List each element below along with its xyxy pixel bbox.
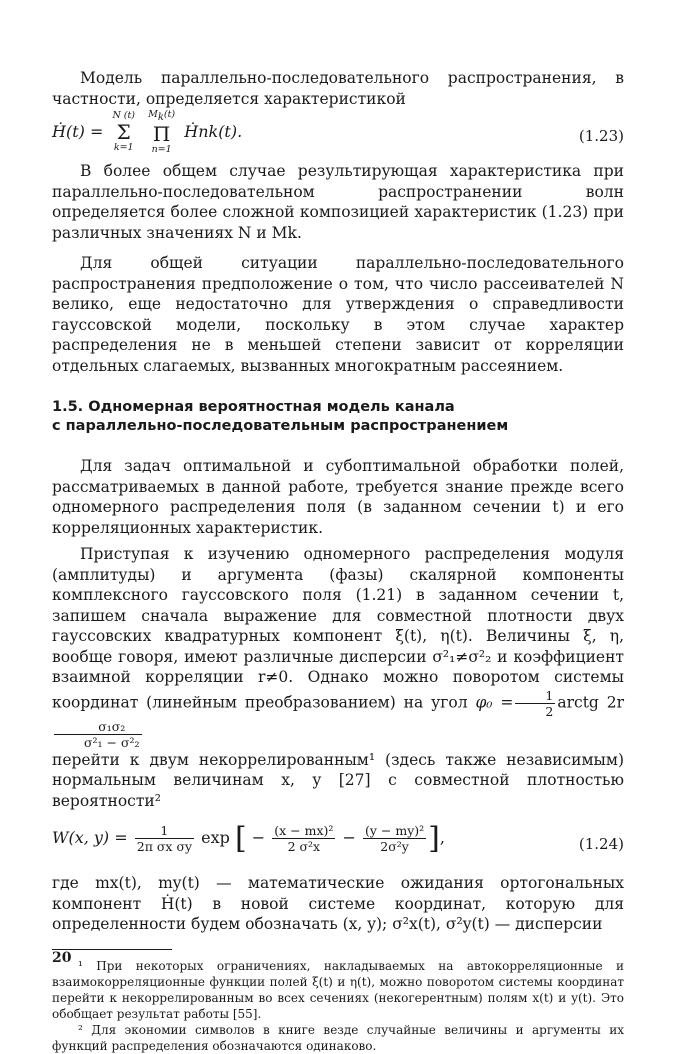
footnote-1: ¹ При некоторых ограничениях, накладываемых на автокорреляционные и взаимокорреляционные функции полей ξ(t) и η(t), можно поворотом системы координат перейти к некоррелированным во всех сечениях (некогерентным) полям x(t) и y(t). Это обобщает результат работы [55]. [52,958,624,1021]
eq123-sum [112,110,135,154]
paragraph-general-situation: Для общей ситуации параллельно-последовательного распространения предположение о том, что число рассеивателей N велико, еще недостаточно для утверждения о справедливости гауссовской модели, поскольку в этом случае характер распределения не в меньшей степени зависит от корреляции отдельных слагаемых, вызванных многократным рассеянием. [52,254,624,375]
eq123-prod [148,109,175,156]
page-number: 20 [52,950,72,966]
footnote-2: ² Для экономии символов в книге везде случайные величины и аргументы их функций распределения обозначаются одинаково. [52,1022,624,1053]
paragraph-transition: перейти к двум некоррелированным¹ (здесь также независимым) нормальным величинам x, y [27] с совместной плотностью вероятности² [52,750,624,810]
half-fraction: $\frac{1}{2}$ [515,688,555,719]
eq123-prod-symbol: Π [152,121,171,146]
eq123-prod-lower: n=1 [151,143,172,155]
paragraph-approach: Приступая к изучению одномерного распределения модуля (амплитуды) и аргумента (фазы) скалярной компоненты комплексного гауссовского поля (1.21) в заданном сечении t, запишем сначала выражение для совместной плотности двух гауссовских квадратурных компонент ξ(t), η(t). Величины ξ, η, вообще говоря, имеют различные дисперсии σ²₁≠σ²₂ и коэффициент взаимной корреляции r≠0. Однако можно поворотом системы координат (линейным преобразованием) на угол φ₀ = $\frac{1}{2}$ arctg 2r $\frac{\text{σ₁σ₂}}{\text{σ²₁ − σ²₂}}$ [52,545,624,750]
equation-number-1-23: (1.23) [578,127,624,145]
equation-1-23-body [52,109,242,156]
section-heading-line2: с параллельно-последовательным распространением [52,418,509,434]
equation-number-1-24: (1.24) [578,835,624,853]
eq124-coef: $\frac{1}{\text{2π σx σy}}$ [136,823,193,854]
eq124-exp: exp [201,828,230,847]
eq123-lhs: Ḣ(t) = [52,121,104,141]
paragraph-model: Модель параллельно-последовательного распространения, в частности, определяется характеристикой [52,69,624,108]
paragraph-tasks: Для задач оптимальной и субоптимальной обработки полей, рассматриваемых в данной работе, требуется знание прежде всего одномерного распределения поля (в заданном сечении t) и его корреляционных характеристик. [52,457,624,537]
equation-1-24 [52,817,624,873]
equation-1-24-body: W(x, y) = $\frac{1}{\text{2π σx σy}}$ exp [ − $\frac{\text{(x − mx)²}}{\text{2 σ²x}}$ − $\frac{\text{(y − my)²}}{\text{2σ²y}}$ ], [52,821,445,856]
eq124-term-y: $\frac{\text{(y − my)²}}{\text{2σ²y}}$ [364,823,425,854]
eq123-sum-upper: N (t) [112,110,136,122]
eq124-term-x: $\frac{\text{(x − mx)²}}{\text{2 σ²x}}$ [274,823,334,854]
section-heading [52,398,624,436]
eq123-sum-lower: k=1 [113,142,134,154]
page-body [52,68,624,1054]
eq123-sum-symbol: Σ [116,120,131,145]
paragraph-where: где mx(t), my(t) — математические ожидания ортогональных компонент Ḣ(t) в новой системе координат, которую для определенности будем обозначать (x, y); σ²x(t), σ²y(t) — дисперсии [52,874,624,933]
eq124-lhs: W(x, y) = [52,828,128,847]
sigma-fraction: $\frac{\text{σ₁σ₂}}{\text{σ²₁ − σ²₂}}$ [54,719,142,750]
section-heading-line1: 1.5. Одномерная вероятностная модель канала [52,399,455,415]
paragraph-general-case: В более общем случае результирующая характеристика при параллельно-последовательном распространении волн определяется более сложной композицией характеристик (1.23) при различных значениях N и Mk. [52,162,624,242]
eq123-term: Ḣnk(t). [184,121,243,141]
eq123-prod-upper: $M_k(t)$ [148,109,176,123]
equation-1-23 [52,109,624,161]
